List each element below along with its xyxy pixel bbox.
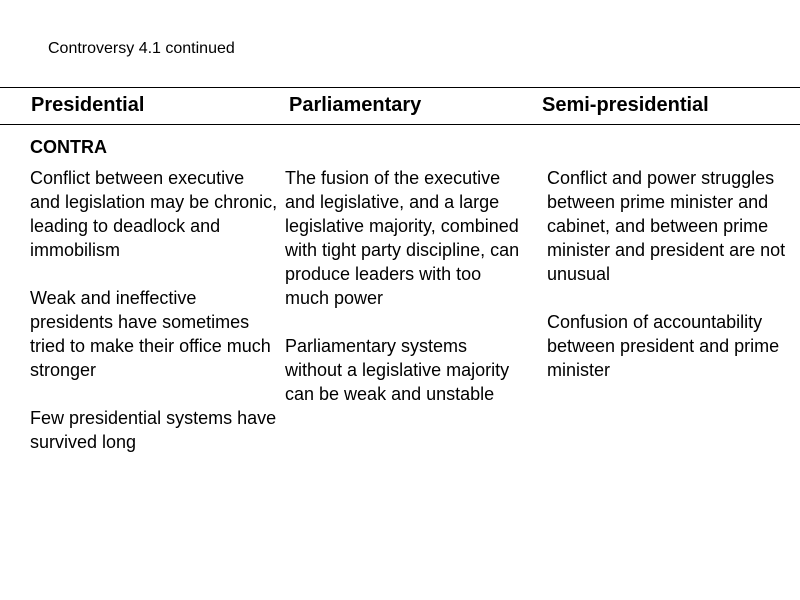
parliamentary-point: The fusion of the executive and legislative, and a large legislative majority, combined with tight party discipline, can produce leaders with too much power bbox=[285, 168, 520, 308]
semi-presidential-point: Confusion of accountability between president and prime minister bbox=[547, 312, 780, 380]
column-presidential bbox=[30, 166, 278, 454]
presidential-point: Conflict between executive and legislation may be chronic, leading to deadlock and immobilism bbox=[30, 168, 278, 260]
table-top-rule bbox=[0, 87, 800, 88]
parliamentary-point: Parliamentary systems without a legislative majority can be weak and unstable bbox=[285, 336, 510, 404]
slide-caption: Controversy 4.1 continued bbox=[48, 40, 235, 57]
presidential-point: Few presidential systems have survived long bbox=[30, 408, 277, 452]
table-header-rule bbox=[0, 124, 800, 125]
column-header-parliamentary: Parliamentary bbox=[289, 94, 422, 116]
column-header-semi-presidential: Semi-presidential bbox=[542, 94, 709, 116]
semi-presidential-point: Conflict and power struggles between prime minister and cabinet, and between prime minister and president are not unusual bbox=[547, 168, 786, 284]
presidential-point: Weak and ineffective presidents have sometimes tried to make their office much stronger bbox=[30, 288, 271, 380]
column-parliamentary bbox=[285, 166, 529, 406]
column-semi-presidential bbox=[547, 166, 792, 382]
column-header-presidential: Presidential bbox=[31, 94, 145, 116]
section-label-contra: CONTRA bbox=[30, 137, 107, 157]
